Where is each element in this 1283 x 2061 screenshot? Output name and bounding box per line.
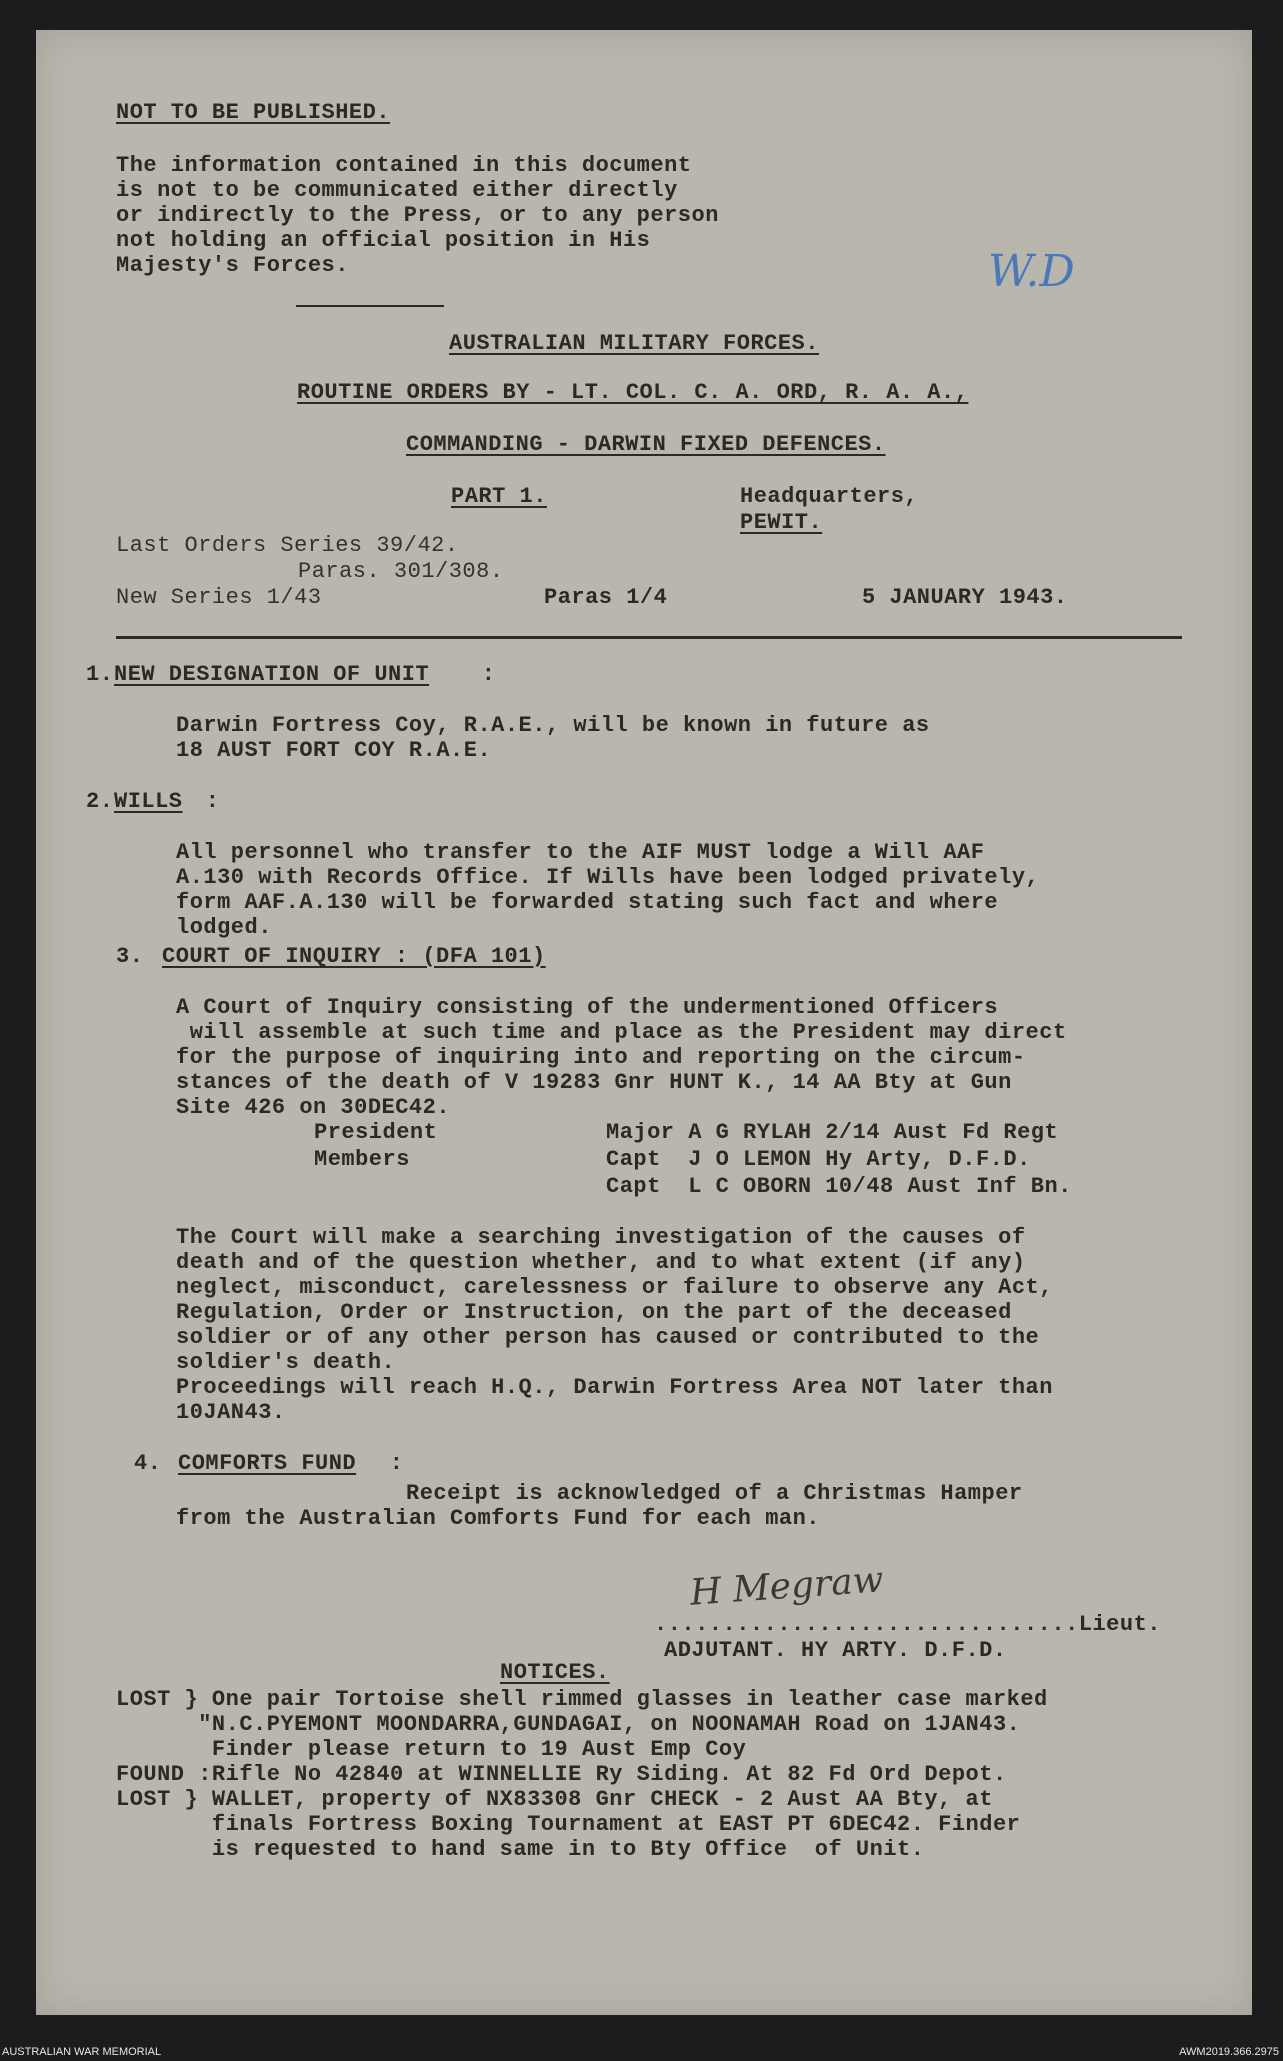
order-date: 5 JANUARY 1943. — [862, 585, 1068, 610]
item-text: for the purpose of inquiring into and reporting on the circum- — [176, 1045, 1026, 1070]
item-heading: COURT OF INQUIRY : (DFA 101) — [162, 944, 546, 969]
item-text: 18 AUST FORT COY R.A.E. — [176, 738, 492, 763]
item-text: neglect, misconduct, carelessness or failure to observe any Act, — [176, 1275, 1053, 1300]
signatory-title: ADJUTANT. HY ARTY. D.F.D. — [664, 1638, 1007, 1663]
item-text: The Court will make a searching investigation of the causes of — [176, 1225, 1026, 1250]
item-heading: WILLS — [114, 789, 183, 814]
president-label: President — [314, 1120, 438, 1145]
item-text: A Court of Inquiry consisting of the undermentioned Officers — [176, 995, 999, 1020]
item-text: death and of the question whether, and to what extent (if any) — [176, 1250, 1026, 1275]
notice-line: Majesty's Forces. — [116, 253, 349, 278]
item-text: will assemble at such time and place as the President may direct — [176, 1020, 1067, 1045]
title-line-3: COMMANDING - DARWIN FIXED DEFENCES. — [406, 432, 886, 457]
item-text: Site 426 on 30DEC42. — [176, 1095, 451, 1120]
restriction-heading: NOT TO BE PUBLISHED. — [116, 100, 391, 125]
item-text: 10JAN43. — [176, 1400, 286, 1425]
signature: H Megraw — [688, 1559, 885, 1614]
item-colon: : — [192, 789, 220, 814]
new-series: New Series 1/43 — [116, 585, 322, 610]
title-line-1: AUSTRALIAN MILITARY FORCES. — [449, 331, 819, 356]
item-text: form AAF.A.130 will be forwarded stating such fact and where — [176, 890, 999, 915]
officer-entry: Capt L C OBORN 10/48 Aust Inf Bn. — [606, 1174, 1072, 1199]
archive-id: AWM2019.366.2975 — [1179, 2046, 1279, 2058]
part-label: PART 1. — [451, 484, 547, 509]
notice-entry: LOST } One pair Tortoise shell rimmed glasses in leather case marked — [116, 1687, 1048, 1712]
item-heading: NEW DESIGNATION OF UNIT — [114, 662, 430, 687]
handwritten-mark: W.D — [988, 246, 1075, 297]
officer-entry: Capt J O LEMON Hy Arty, D.F.D. — [606, 1147, 1031, 1172]
notice-line: or indirectly to the Press, or to any person — [116, 203, 719, 228]
item-text: Regulation, Order or Instruction, on the part of the deceased — [176, 1300, 1012, 1325]
paras-range: Paras 1/4 — [544, 585, 668, 610]
item-text: soldier or of any other person has caused or contributed to the — [176, 1325, 1040, 1350]
notices-heading: NOTICES. — [500, 1660, 610, 1685]
last-orders: Last Orders Series 39/42. — [116, 533, 459, 558]
notice-entry: FOUND :Rifle No 42840 at WINNELLIE Ry Siding. At 82 Fd Ord Depot. — [116, 1762, 1007, 1787]
item-text: A.130 with Records Office. If Wills have been lodged privately, — [176, 865, 1040, 890]
item-number: 3. — [116, 944, 144, 969]
item-number: 2. — [86, 789, 114, 814]
notice-entry: Finder please return to 19 Aust Emp Coy — [116, 1737, 747, 1762]
notice-entry: LOST } WALLET, property of NX83308 Gnr CHECK - 2 Aust AA Bty, at — [116, 1787, 993, 1812]
item-colon: : — [376, 1451, 404, 1476]
item-heading: COMFORTS FUND — [178, 1451, 357, 1476]
item-text: soldier's death. — [176, 1350, 396, 1375]
item-text: stances of the death of V 19283 Gnr HUNT K., 14 AA Bty at Gun — [176, 1070, 1012, 1095]
notice-line: not holding an official position in His — [116, 228, 651, 253]
hq-location: PEWIT. — [740, 510, 823, 535]
notice-entry: is requested to hand same in to Bty Office of Unit. — [116, 1837, 925, 1862]
archive-credit: AUSTRALIAN WAR MEMORIAL — [2, 2046, 162, 2058]
notice-entry: finals Fortress Boxing Tournament at EAST PT 6DEC42. Finder — [116, 1812, 1021, 1837]
notice-line: The information contained in this document — [116, 153, 692, 178]
members-label: Members — [314, 1147, 410, 1172]
hq-label: Headquarters, — [740, 484, 919, 509]
item-text: Darwin Fortress Coy, R.A.E., will be known in future as — [176, 713, 930, 738]
title-line-2: ROUTINE ORDERS BY - LT. COL. C. A. ORD, R. A. A., — [297, 380, 969, 405]
divider — [296, 305, 444, 307]
item-text: lodged. — [176, 915, 272, 940]
last-paras: Paras. 301/308. — [298, 559, 504, 584]
officer-entry: Major A G RYLAH 2/14 Aust Fd Regt — [606, 1120, 1059, 1145]
item-text: All personnel who transfer to the AIF MUST lodge a Will AAF — [176, 840, 985, 865]
item-colon: : — [468, 662, 496, 687]
item-number: 4. — [134, 1451, 162, 1476]
item-text: Proceedings will reach H.Q., Darwin Fortress Area NOT later than — [176, 1375, 1053, 1400]
signature-line: ...............................Lieut. — [654, 1612, 1161, 1637]
item-text: from the Australian Comforts Fund for each man. — [176, 1506, 821, 1531]
notice-entry: "N.C.PYEMONT MOONDARRA,GUNDAGAI, on NOONAMAH Road on 1JAN43. — [116, 1712, 1021, 1737]
notice-line: is not to be communicated either directly — [116, 178, 678, 203]
item-text: Receipt is acknowledged of a Christmas Hamper — [406, 1481, 1023, 1506]
item-number: 1. — [86, 662, 114, 687]
divider — [116, 636, 1182, 639]
